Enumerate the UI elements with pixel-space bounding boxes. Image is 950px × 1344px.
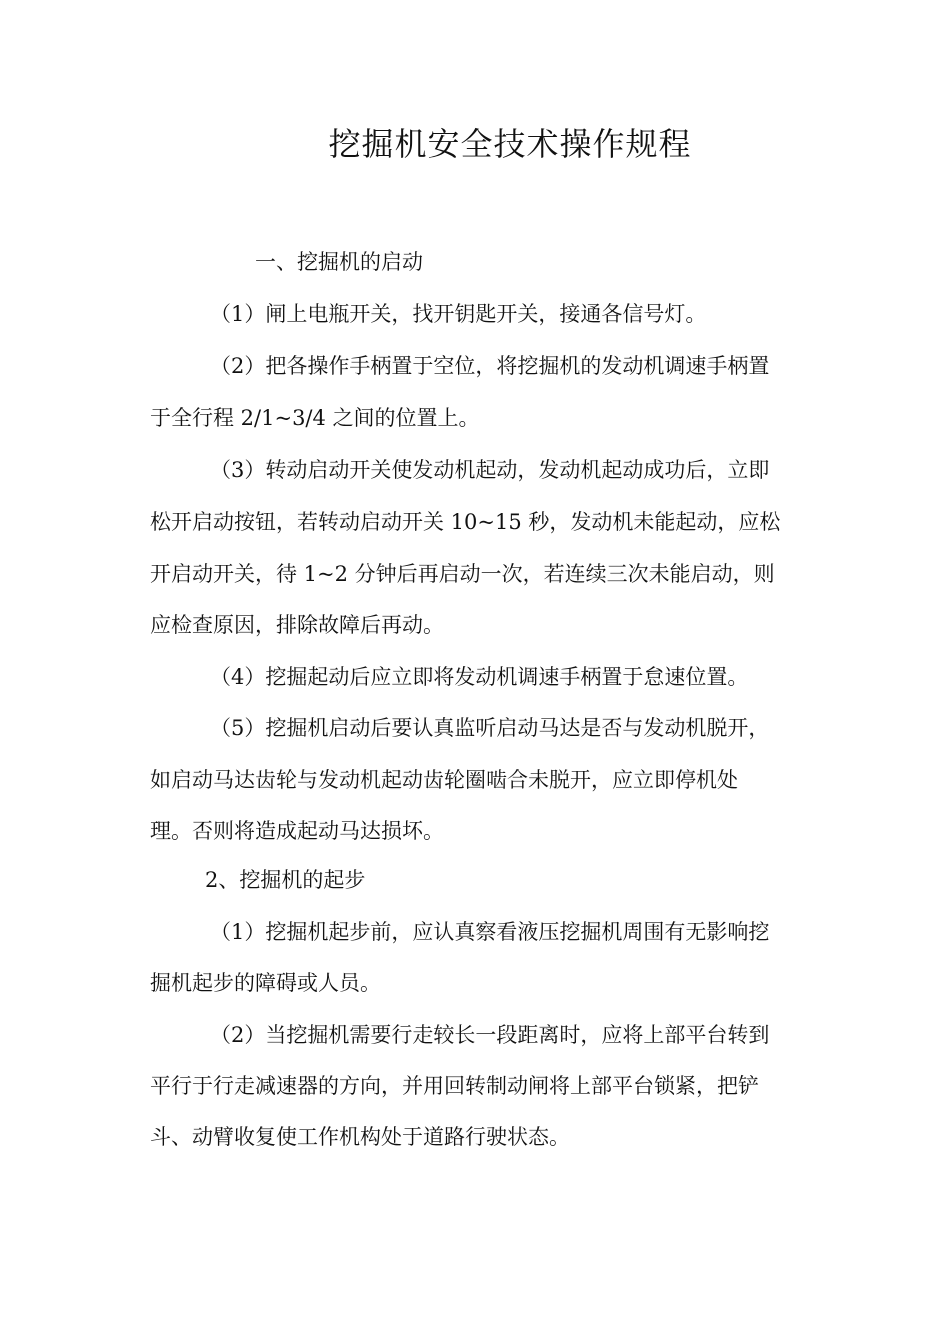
section-heading-start-moving: 2、挖掘机的起步 (205, 868, 366, 892)
paragraph-line: 于全行程 2/1~3/4 之间的位置上。 (150, 406, 480, 430)
paragraph-line: （4）挖掘起动后应立即将发动机调速手柄置于怠速位置。 (210, 665, 749, 689)
paragraph-line: 如启动马达齿轮与发动机起动齿轮圈啮合未脱开，应立即停机处 (150, 768, 738, 792)
document-title: 挖掘机安全技术操作规程 (328, 125, 692, 163)
paragraph-line: 松开启动按钮，若转动启动开关 10~15 秒，发动机未能起动，应松 (150, 510, 781, 534)
paragraph-line: （5）挖掘机启动后要认真监听启动马达是否与发动机脱开， (210, 716, 770, 740)
paragraph-line: 应检查原因，排除故障后再动。 (150, 613, 444, 637)
paragraph-line: （1）闸上电瓶开关，找开钥匙开关，接通各信号灯。 (210, 302, 707, 326)
paragraph-line: 理。否则将造成起动马达损坏。 (150, 819, 444, 843)
section-heading-startup: 一、挖掘机的启动 (255, 250, 423, 274)
paragraph-line: 平行于行走减速器的方向，并用回转制动闸将上部平台锁紧，把铲 (150, 1074, 759, 1098)
paragraph-line: （2）当挖掘机需要行走较长一段距离时，应将上部平台转到 (210, 1023, 770, 1047)
paragraph-line: （3）转动启动开关使发动机起动，发动机起动成功后，立即 (210, 458, 770, 482)
paragraph-line: （1）挖掘机起步前，应认真察看液压挖掘机周围有无影响挖 (210, 920, 770, 944)
paragraph-line: 掘机起步的障碍或人员。 (150, 971, 381, 995)
paragraph-line: （2）把各操作手柄置于空位，将挖掘机的发动机调速手柄置 (210, 354, 770, 378)
paragraph-line: 斗、动臂收复使工作机构处于道路行驶状态。 (150, 1125, 570, 1149)
paragraph-line: 开启动开关，待 1~2 分钟后再启动一次，若连续三次未能启动，则 (150, 562, 775, 586)
